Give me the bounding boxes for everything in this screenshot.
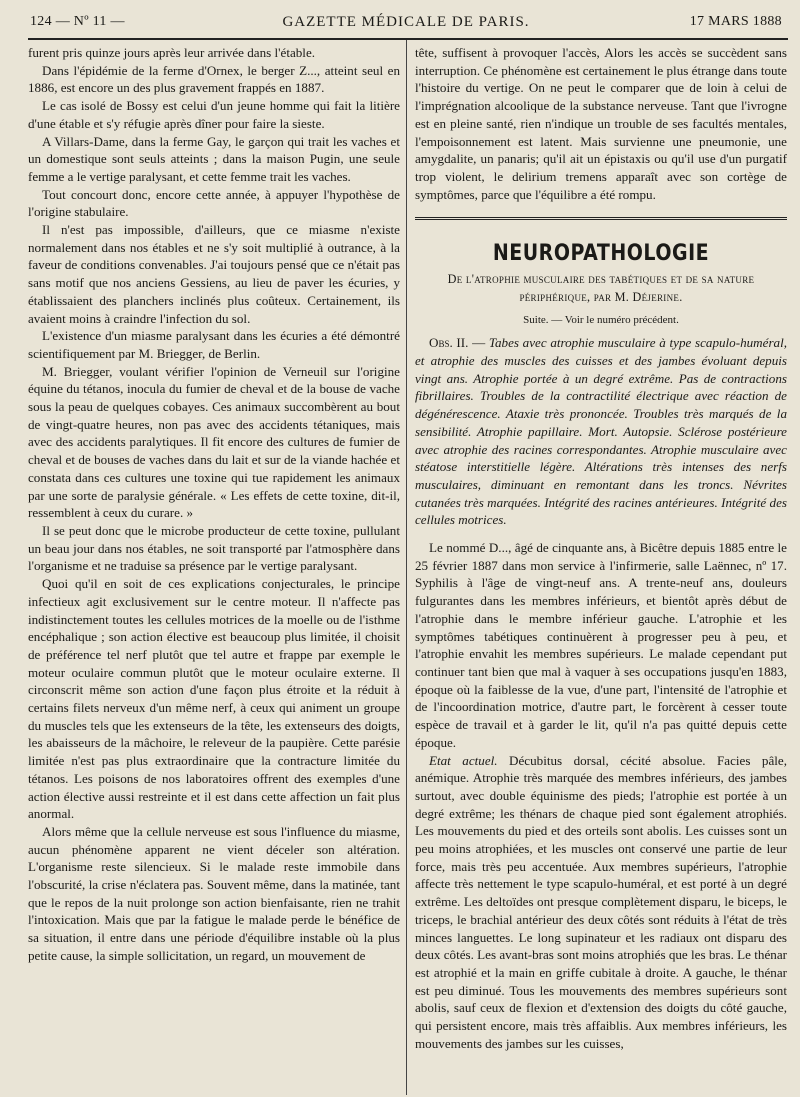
paragraph: Il n'est pas impossible, d'ailleurs, que ce miasme n'existe normalement dans nos étables et ne s'y soit multiplié à outrance, à la faveur de conditions convenables. J'ai toujours pensé que ce n'était pas sans motif que nos anciens Gessiens, au lieu de paver les écuries, y établissaient des planchers inclinés plus coûteux. Certainement, ils avaient moins à craindre l'infection du sol. [28, 222, 400, 326]
etat-text: Décubitus dorsal, cécité absolue. Facies pâle, anémique. Atrophie très marquée des membres inférieurs, des jambes surtout, avec double équinisme des pieds; l'atrophie est portée à un degré extrême; les thénars de chaque pied sont également atrophiés. Les mouvements du pied et des orteils sont abolis. Les cuisses sont un peu moins atrophiées, et les muscles ont conservé une partie de leur force, mais très peu accentuée. Aux membres supérieurs, l'atrophie affecte très nettement le type scapulo-huméral, et est porté à un degré extrême. Les deltoïdes ont presque complètement disparu, le biceps, le triceps, le brachial antérieur des deux côtés sont réduits à l'état de très minces languettes. Le long supinateur et les radiaux ont disparu des deux côtés. Les avant-bras sont moins atrophiés que les bras. Le thénar est atrophié et la main en griffe cubitale à droite. A gauche, le thénar est peu diminué. Tous les mouvements des membres supérieurs sont abolis, sauf ceux de flexion et d'extension des doigts du côté gauche, qui persistent encore, mais très affaiblis. Aux membres inférieurs, les mouvements des jambes sur les cuisses, [415, 752, 787, 1051]
section-rule [415, 217, 787, 222]
paragraph: A Villars-Dame, dans la ferme Gay, le garçon qui trait les vaches et un domestique sont seuls atteints ; dans la maison Pugin, une seule femme a le vertige paralysant, et cette femme trait les vaches. [28, 133, 400, 184]
right-column [415, 44, 787, 1094]
paragraph: Le cas isolé de Bossy est celui d'un jeune homme qui fait la litière d'une étable et s'y réfugie après dîner pour faire la sieste. [28, 98, 400, 131]
paragraph: furent pris quinze jours après leur arrivée dans l'étable. [28, 45, 316, 60]
etat-paragraph [415, 752, 787, 1053]
article-title-tail: périphérique, par M. Déjerine. [519, 290, 683, 305]
case-paragraph: Le nommé D..., âgé de cinquante ans, à Bicêtre depuis 1885 entre le 25 février 1887 dans mon service à l'infirmerie, salle Laënnec, nº 17. Syphilis à l'âge de vingt-neuf ans. A trente-neuf ans, douleurs fulgurantes dans les membres inférieurs, et bientôt après début de l'atrophie dans le membre inférieur gauche. L'atrophie et les symptômes tabétiques continuèrent à progresser peu à peu, et l'atrophie envahit les membres supérieurs. Le malade cependant put continuer tant bien que mal à vaquer à ses occupations jusqu'en 1883, époque où la faiblesse de la vue, d'une part, l'intensité de l'atrophie et de l'incoordination motrice, d'autre part, le forcèrent à cesser toute espèce de travail et à garder le lit, qu'il n'a pas quitté depuis cette époque. [415, 540, 787, 750]
paragraph: Alors même que la cellule nerveuse est sous l'influence du miasme, aucun phénomène apparent ne vient déceler son altération. L'organisme reste silencieux. Si le malade reste immobile dans l'obscurité, la crise n'éclatera pas. Souvent même, dans la matinée, tant que le repos de la nuit prolonge son action bienfaisante, rien ne trahit l'intoxication. Mais que par la fatigue le malade perde le bénéfice de sa situation, il entre dans une période d'équilibre instable où la plus petite cause, la simple sollicitation, un regard, un mouvement de [28, 823, 400, 963]
section-title: NEUROPATHOLOGIE [492, 240, 710, 266]
page-number: 124 — Nº 11 — [30, 14, 125, 29]
page-header [30, 12, 782, 36]
observation-text: Tabes avec atrophie musculaire à type scapulo-huméral, et atrophie des muscles des cuisses et des jambes évoluant depuis vingt ans. Atrophie portée à un degré extrême. Pas de contractions fibrillaires. Troubles de la contractilité électrique avec réaction de dégénérescence. Ataxie très prononcée. Troubles très marqués de la sensibilité. Atrophie papillaire. Mort. Autopsie. Sclérose postérieure avec atrophie des racines correspondantes. Atrophie musculaire avec stéatose interstitielle légère. Altérations très intenses des nerfs musculaires, diminuant en remontant dans les troncs. Névrites cutanées très marquées. Intégrité des racines antérieures. Intégrité des cellules motrices. [415, 335, 787, 528]
column-divider [406, 40, 407, 1095]
article-title-lead: De l'atrophie musculaire des tabétiques et de sa nature [447, 272, 755, 287]
paragraph: Dans l'épidémie de la ferme d'Ornex, le berger Z..., atteint seul en 1886, est encore un des plus gravement frappés en 1887. [28, 62, 400, 96]
header-rule [28, 38, 788, 40]
spacer [415, 529, 787, 539]
observation-label: Obs. II. [429, 335, 469, 351]
paragraph: Quoi qu'il en soit de ces explications conjecturales, le principe infectieux agit exclusivement sur le centre moteur. Il n'affecte pas indistinctement toutes les cellules motrices de la moelle ou de l'isthme encéphalique ; son action élective est beaucoup plus limitée, il choisit de préférence tel nerf plutôt que tel autre et frappe par exemple le moteur oculaire commun plutôt que le moteur oculaire externe. Il circonscrit même son action d'une façon plus étroite et la réduit à certains filets nerveux d'un même nerf, à ceux qui animent un groupe du muscles tels que les extenseurs de la tête, les extenseurs des doigts, les abaisseurs de la mâchoire, le releveur de la paupière. Cette parésie limitée n'est pas plus extraordinaire que la contracture limitée du tétanos. Les poisons de nos laboratoires offrent des exemples d'une action élective aussi restreinte et il est dans cette affection un fait plus anormal. [28, 576, 400, 822]
paragraph: Il se peut donc que le microbe producteur de cette toxine, pullulant un beau jour dans nos étables, ne soit transporté par l'atmosphère dans l'organisme et ne traduise sa présence par le vertige paralysant. [28, 522, 400, 574]
paragraph: L'existence d'un miasme paralysant dans les écuries a été démontré scientifiquement par M. Briegger, de Berlin. [28, 328, 400, 361]
issue-date: 17 MARS 1888 [689, 14, 782, 29]
continued-paragraph: tête, suffisent à provoquer l'accès, Alors les accès se succèdent sans interruption. Ce phénomène est certainement le plus étrange dans toute l'histoire du vertige. On ne peut le comparer que de loin à celui de l'imprégnation alcoolique de la substance nerveuse. Tant que l'ivrogne est en pleine santé, rien n'indique un trouble de ses facultés mentales, l'empoisonnement est latent. Mais survienne une pneumonie, une amygdalite, un panaris; qu'il ait un épistaxis ou qu'il use d'un purgatif trop violent, le delirium tremens apparaît avec son cortège de symptômes, parce que l'équilibre a été rompu. [415, 45, 787, 202]
journal-title: GAZETTE MÉDICALE DE PARIS. [282, 14, 530, 30]
left-column [28, 44, 400, 1094]
article-title [415, 270, 787, 306]
suite-note: Suite. — Voir le numéro précédent. [523, 314, 679, 327]
paragraph: M. Briegger, voulant vérifier l'opinion de Verneuil sur l'origine équine du tétanos, inocula du fumier de cheval et de la bouse de vache sous la peau de quelques cobayes. Ces animaux succombèrent au bout de vingt-quatre heures, non pas avec des accidents tétaniques, mais avec des accidents paralytiques. Il fit encore des cultures de fumier de cheval et de bouses de vaches dans du lait et sur de la viande hachée et constata dans ces cultures une toxine qui tue rapidement les animaux par une sorte de paralysie générale. « Les effets de cette toxine, dit-il, ressemblent à ceux du curare. » [28, 363, 400, 521]
paragraph: Tout concourt donc, encore cette année, à appuyer l'hypothèse de l'origine stabulaire. [28, 186, 400, 220]
etat-label: Etat actuel. [429, 752, 498, 768]
observation-summary: Obs. II. — Tabes avec atrophie musculaire à type scapulo-huméral, et atrophie des muscles des cuisses et des jambes évoluant depuis vingt ans. Atrophie portée à un degré extrême. Pas de contractions fibrillaires. Troubles de la contractilité électrique avec réaction de dégénérescence. Ataxie très prononcée. Troubles très marqués de la sensibilité. Atrophie papillaire. Mort. Autopsie. Sclérose postérieure avec atrophie des racines correspondantes. Atrophie musculaire avec stéatose interstitielle légère. Altérations très intenses des nerfs musculaires, diminuant en remontant dans les troncs. Névrites cutanées très marquées. Intégrité des racines antérieures. Intégrité des cellules motrices. [415, 335, 787, 528]
